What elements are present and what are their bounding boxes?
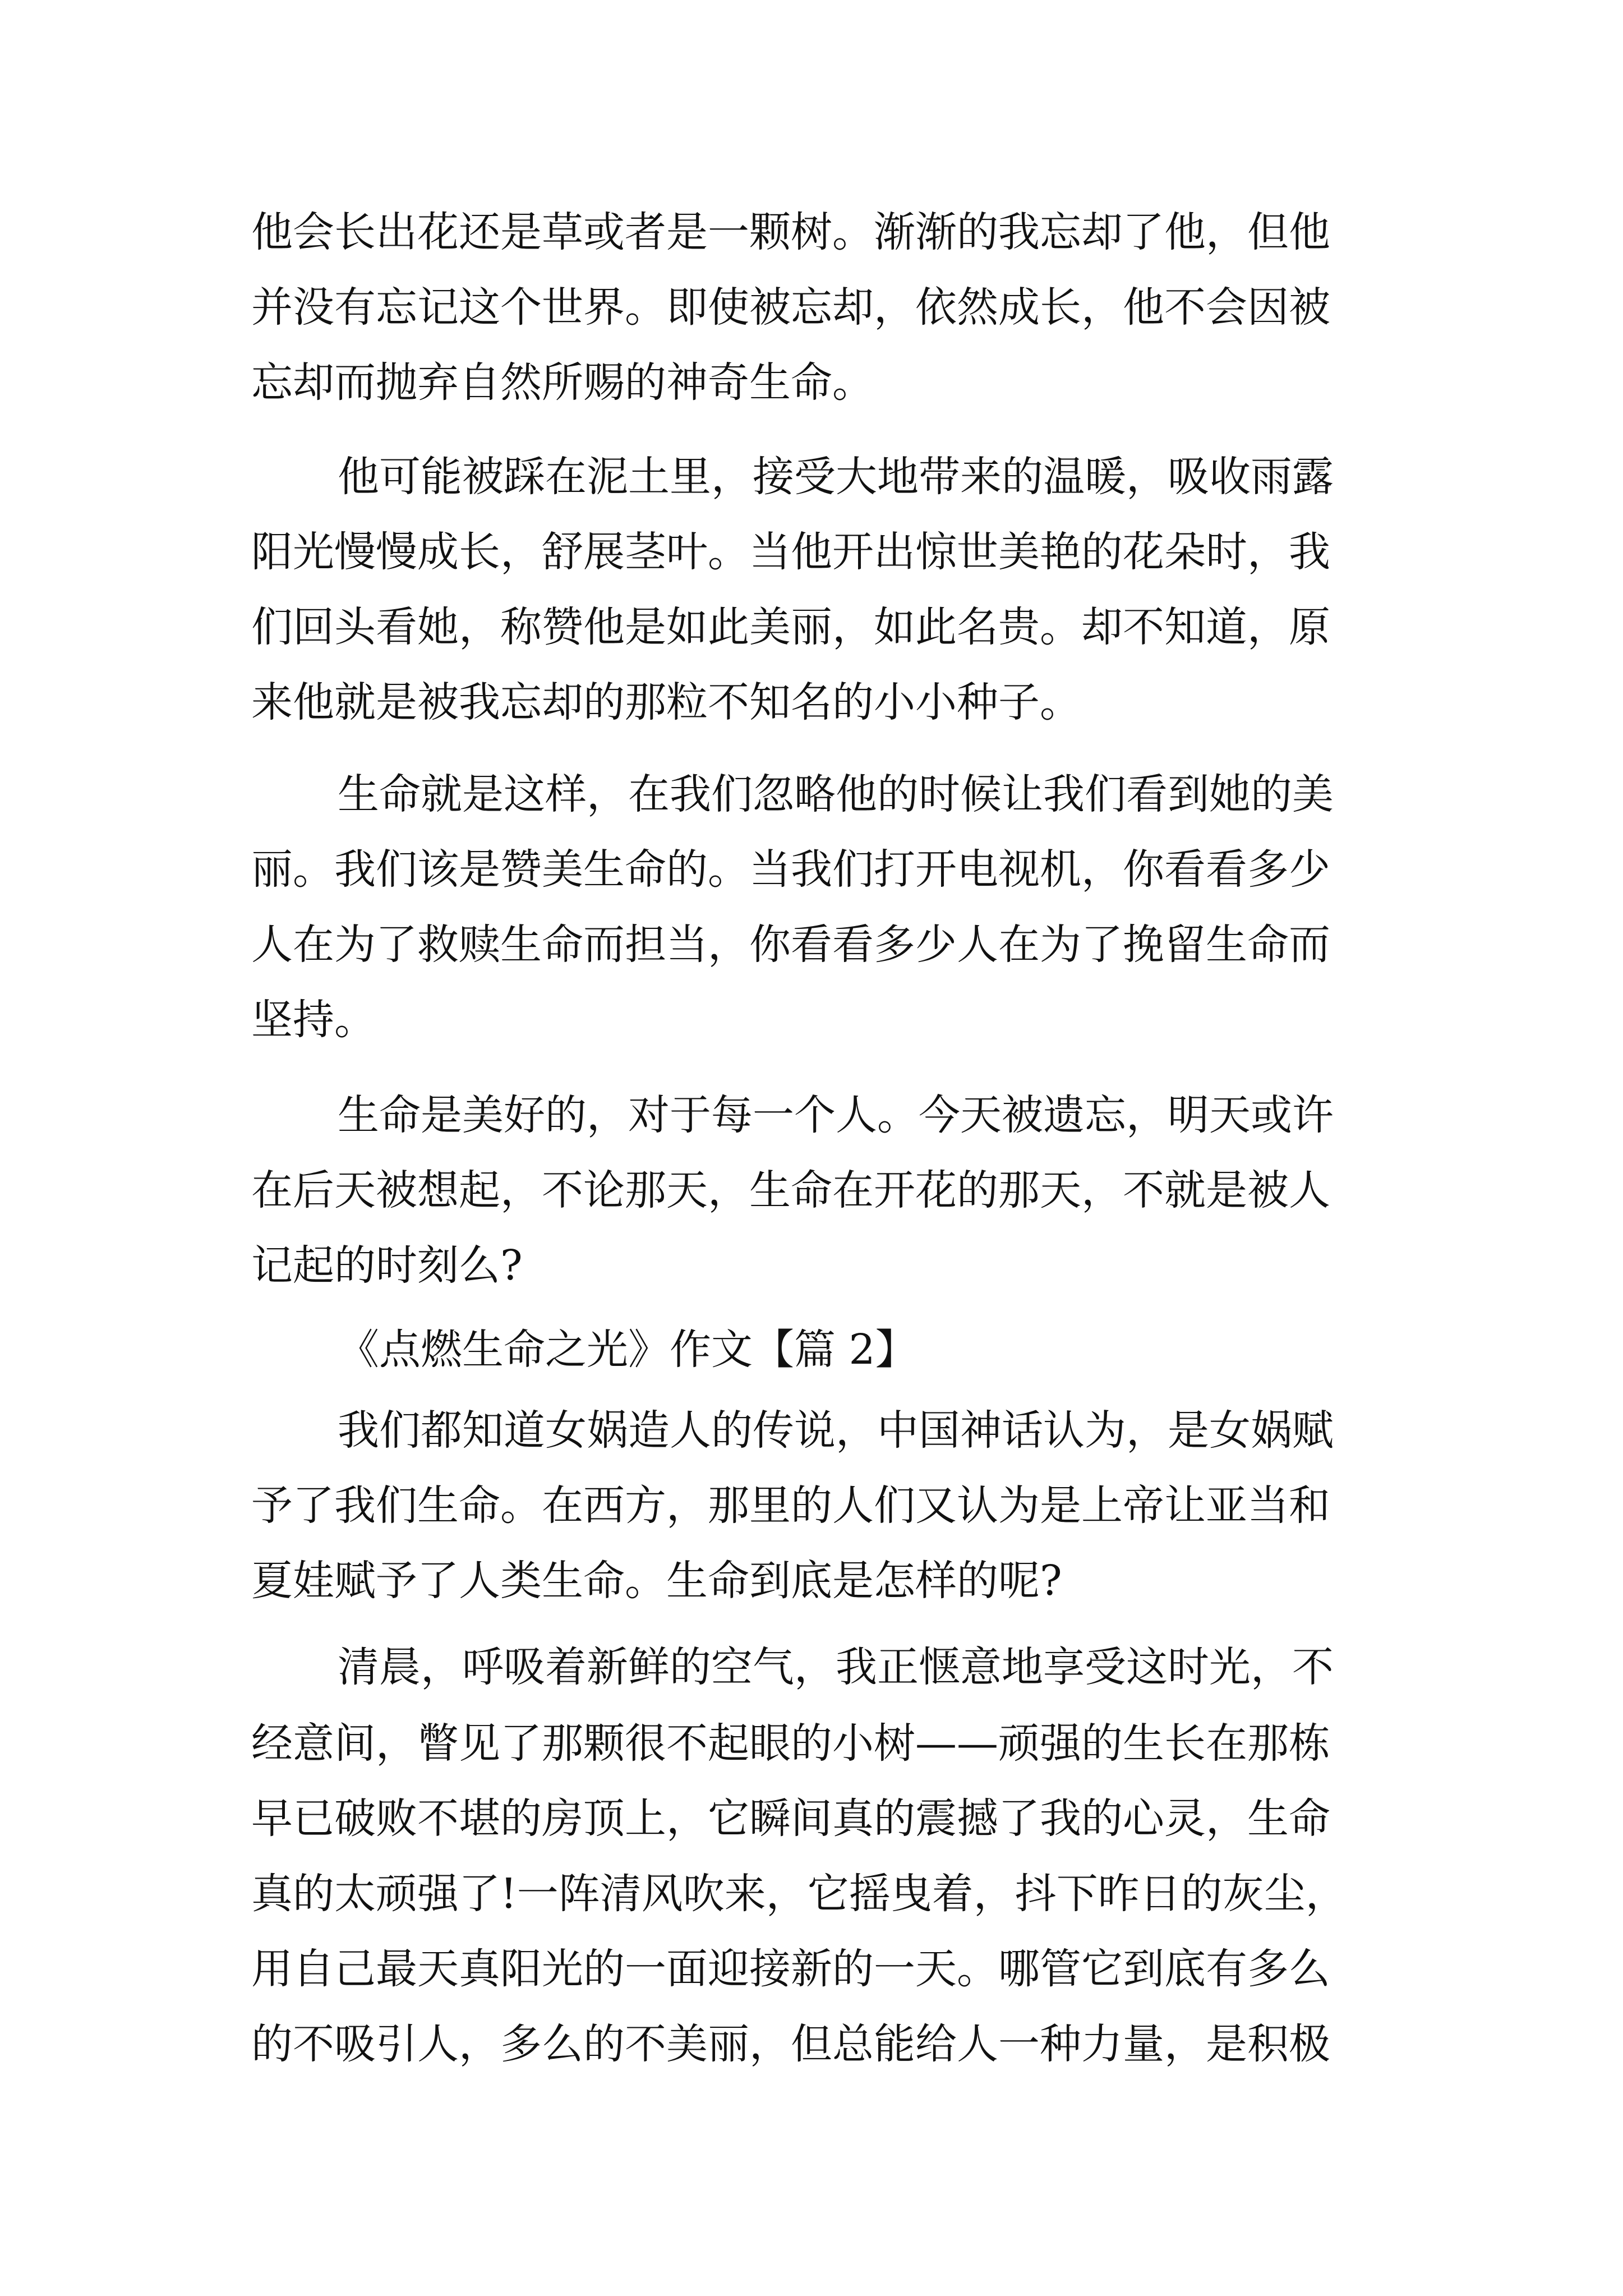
text-line: 阳光慢慢成长，舒展茎叶。当他开出惊世美艳的花朵时，我 bbox=[251, 528, 1330, 576]
paragraph-first-line: 生命是美好的，对于每一个人。今天被遗忘，明天或许 bbox=[338, 1091, 1334, 1139]
text-line: 早已破败不堪的房顶上，它瞬间真的震撼了我的心灵，生命 bbox=[251, 1795, 1330, 1843]
paragraph-first-line: 生命就是这样，在我们忽略他的时候让我们看到她的美 bbox=[338, 770, 1334, 818]
text-line: 的不吸引人，多么的不美丽，但总能给人一种力量，是积极 bbox=[251, 2020, 1330, 2068]
text-line: 真的太顽强了!一阵清风吹来，它摇曳着，抖下昨日的灰尘， bbox=[251, 1870, 1347, 1918]
text-line: 经意间，瞥见了那颗很不起眼的小树——顽强的生长在那栋 bbox=[251, 1719, 1330, 1768]
text-line: 并没有忘记这个世界。即使被忘却，依然成长，他不会因被 bbox=[251, 283, 1330, 332]
text-line: 忘却而抛弃自然所赐的神奇生命。 bbox=[251, 358, 874, 407]
section-heading: 《点燃生命之光》作文【篇 2】 bbox=[338, 1326, 917, 1374]
paragraph-first-line: 我们都知道女娲造人的传说，中国神话认为，是女娲赋 bbox=[338, 1406, 1334, 1455]
text-line: 他会长出花还是草或者是一颗树。渐渐的我忘却了他，但他 bbox=[251, 208, 1330, 256]
text-line: 予了我们生命。在西方，那里的人们又认为是上帝让亚当和 bbox=[251, 1481, 1330, 1530]
text-line: 人在为了救赎生命而担当，你看看多少人在为了挽留生命而 bbox=[251, 921, 1330, 969]
text-line: 用自己最天真阳光的一面迎接新的一天。哪管它到底有多么 bbox=[251, 1945, 1330, 1993]
text-line: 们回头看她，称赞他是如此美丽，如此名贵。却不知道，原 bbox=[251, 603, 1330, 651]
paragraph-first-line: 他可能被踩在泥土里，接受大地带来的温暖，吸收雨露 bbox=[338, 453, 1334, 501]
text-line: 夏娃赋予了人类生命。生命到底是怎样的呢? bbox=[251, 1557, 1062, 1605]
text-line: 在后天被想起，不论那天，生命在开花的那天，不就是被人 bbox=[251, 1166, 1330, 1214]
paragraph-first-line: 清晨，呼吸着新鲜的空气，我正惬意地享受这时光，不 bbox=[338, 1643, 1334, 1691]
text-line: 记起的时刻么? bbox=[251, 1241, 523, 1290]
text-line: 来他就是被我忘却的那粒不知名的小小种子。 bbox=[251, 678, 1081, 726]
text-line: 坚持。 bbox=[251, 996, 376, 1044]
text-line: 丽。我们该是赞美生命的。当我们打开电视机，你看看多少 bbox=[251, 845, 1330, 894]
